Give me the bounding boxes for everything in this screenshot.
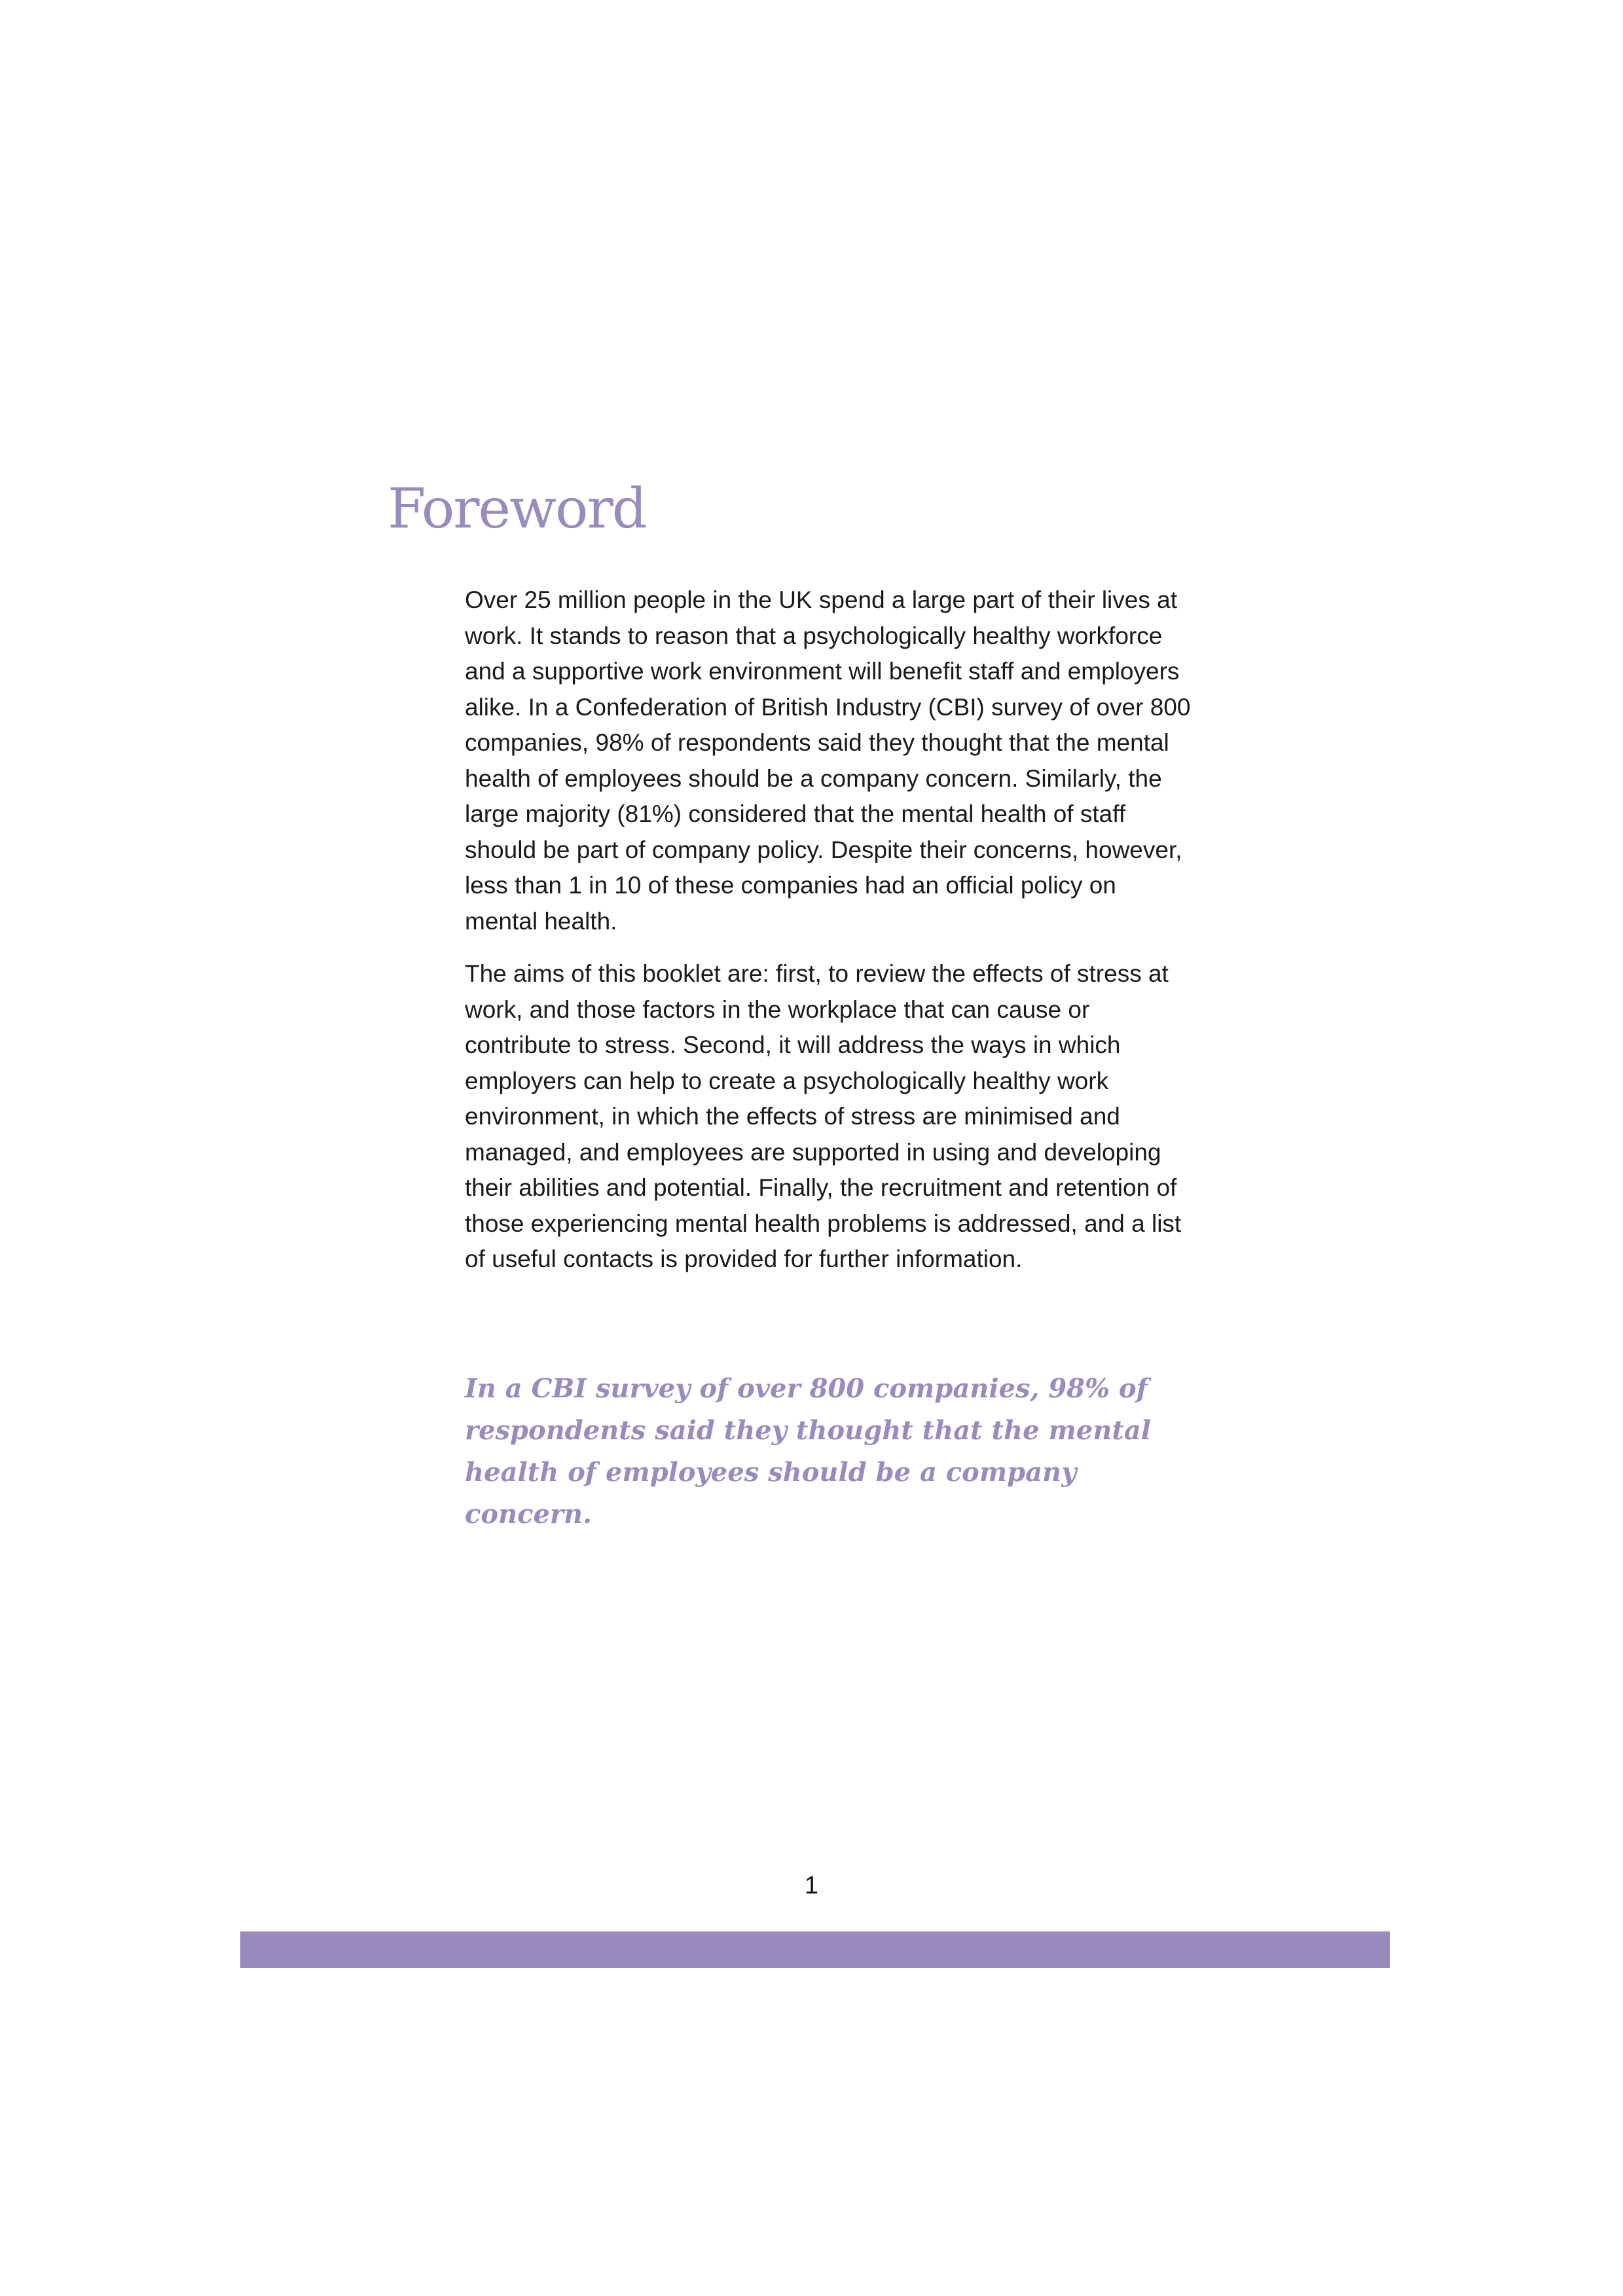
paragraph-aims: The aims of this booklet are: first, to review the effects of stress at work, and those factors in the workplace that can cause or contribute to stress. Second, it will address the ways in which employers can help to create a psychologically healthy work environment, in which the effects of stress are minimised and managed, and employees are supported in using and developing their abilities and potential. Finally, the recruitment and retention of those experiencing mental health problems is addressed, and a list of useful contacts is provided for further information. xyxy=(465,960,1182,1272)
page-number: 1 xyxy=(804,1872,819,1899)
paragraph-intro: Over 25 million people in the UK spend a large part of their lives at work. It stands to reason that a psychologically healthy workforce and a supportive work environment will benefit staff and employers alike. In a Confederation of British Industry (CBI) survey of over 800 companies, 98% of respondents said they thought that the mental health of employees should be a company concern. Similarly, the large majority (81%) considered that the mental health of staff should be part of company policy. Despite their concerns, however, less than 1 in 10 of these companies had an official policy on mental health. xyxy=(465,586,1191,935)
page-title: Foreword xyxy=(388,476,646,541)
footer-bar xyxy=(240,1931,1390,1968)
pullquote: In a CBI survey of over 800 companies, 98% of respondents said they thought that the mental health of employees should be a company concern. xyxy=(465,1373,1151,1530)
body-text xyxy=(465,583,1192,1295)
